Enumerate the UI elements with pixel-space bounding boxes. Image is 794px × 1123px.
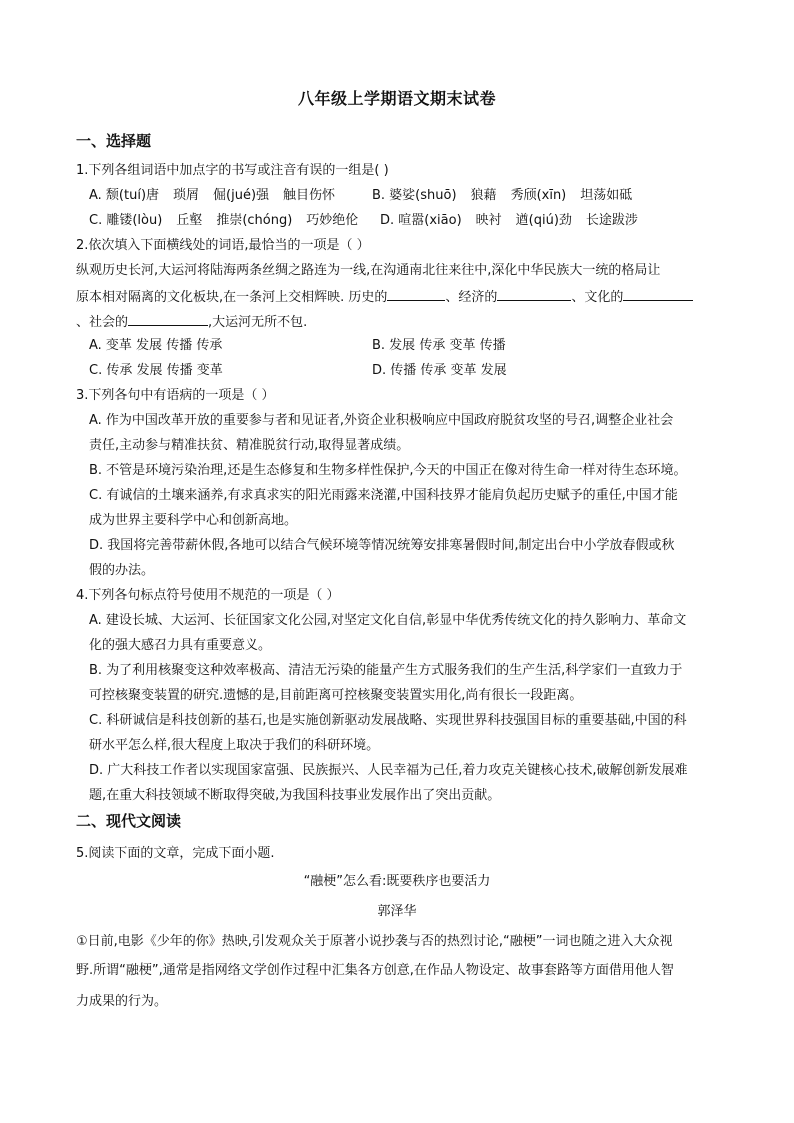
section-heading-reading: 二、现代文阅读 <box>76 812 182 830</box>
article-paragraph-line: ①日前,电影《少年的你》热映,引发观众关于原著小说抄袭与否的热烈讨论,“融梗”一词也随之进入大众视 <box>76 934 673 949</box>
option-word: C. 雕镂(lòu) <box>89 213 163 228</box>
question-1-option-d <box>380 212 652 230</box>
option-word: 丘壑 <box>176 213 203 228</box>
option-word: 长途跋涉 <box>585 213 638 228</box>
article-author: 郭泽华 <box>377 904 417 919</box>
question-2-option-b: B. 发展 传承 变革 传播 <box>372 338 506 353</box>
option-word: 推崇(chóng) <box>216 213 293 228</box>
question-4-option-d: D. 广大科技工作者以实现国家富强、民族振兴、人民幸福为己任,着力攻克关键核心技术,破解创新发展难 <box>89 763 688 778</box>
question-1-option-a <box>89 187 349 205</box>
question-2-passage-line: 纵观历史长河,大运河将陆海两条丝绸之路连为一线,在沟通南北往来往中,深化中华民族大一统的格局让 <box>76 263 661 278</box>
question-3-option-d-cont: 假的办法。 <box>89 563 155 578</box>
article-title: “融梗”怎么看:既要秩序也要活力 <box>303 874 491 889</box>
question-3-option-a-cont: 责任,主动参与精准扶贫、精准脱贫行动,取得显著成绩。 <box>89 438 410 453</box>
section-heading-choice: 一、选择题 <box>76 132 152 150</box>
question-4-option-b-cont: 可控核聚变装置的研究.遗憾的是,目前距离可控核聚变装置实用化,尚有很长一段距离。 <box>89 688 583 703</box>
article-paragraph-line: 野.所谓“融梗”,通常是指网络文学创作过程中汇集各方创意,在作品人物设定、故事套路等方面借用他人智 <box>76 963 674 978</box>
question-1-option-c <box>89 212 372 230</box>
option-word: D. 喧嚣(xiāo) <box>380 213 462 228</box>
question-2-option-d: D. 传播 传承 变革 发展 <box>372 363 507 378</box>
fill-blank <box>497 287 571 301</box>
question-3-option-b: B. 不管是环境污染治理,还是生态修复和生物多样性保护,今天的中国正在像对待生命一样对待生态环境。 <box>89 463 687 478</box>
passage-text: 原本相对隔离的文化板块,在一条河上交相辉映. 历史的 <box>76 290 388 305</box>
option-word: 倔(jué)强 <box>213 188 270 203</box>
option-word: 触目伤怀 <box>283 188 336 203</box>
question-3-option-d: D. 我国将完善带薪休假,各地可以结合气候环境等情况统筹安排寒暑假时间,制定出台中小学放春假或秋 <box>89 538 675 553</box>
question-3-option-c: C. 有诚信的土壤来涵养,有求真求实的阳光雨露来浇灌,中国科技界才能肩负起历史赋予的重任,中国才能 <box>89 488 678 503</box>
question-1-stem: 1.下列各组词语中加点字的书写或注音有误的一组是( ) <box>76 163 389 178</box>
fill-blank <box>128 312 208 326</box>
question-2-stem: 2.依次填入下面横线处的词语,最恰当的一项是（ ） <box>76 238 370 253</box>
question-4-option-c: C. 科研诚信是科技创新的基石,也是实施创新驱动发展战略、实现世界科技强国目标的重要基础,中国的科 <box>89 713 687 728</box>
question-4-option-a: A. 建设长城、大运河、长征国家文化公园,对坚定文化自信,彰显中华优秀传统文化的持久影响力、革命文 <box>89 613 687 628</box>
option-word: 坦荡如砥 <box>580 188 633 203</box>
question-4-option-a-cont: 化的强大感召力具有重要意义。 <box>89 638 272 653</box>
article-paragraph-line: 力成果的行为。 <box>76 994 168 1009</box>
fill-blank <box>623 287 693 301</box>
option-word: 巧妙绝伦 <box>306 213 359 228</box>
option-word: 映衬 <box>475 213 502 228</box>
option-word: A. 颓(tuí)唐 <box>89 188 160 203</box>
question-4-option-d-cont: 题,在重大科技领域不断取得突破,为我国科技事业发展作出了突出贡献。 <box>89 788 501 803</box>
option-word: 狼藉 <box>470 188 497 203</box>
fill-blank <box>387 287 445 301</box>
question-5-stem: 5.阅读下面的文章，完成下面小题. <box>76 846 275 861</box>
page-title: 八年级上学期语文期末试卷 <box>297 89 496 108</box>
question-3-option-c-cont: 成为世界主要科学中心和创新高地。 <box>89 513 298 528</box>
option-word: 遒(qiú)劲 <box>515 213 572 228</box>
question-3-option-a: A. 作为中国改革开放的重要参与者和见证者,外资企业积极响应中国政府脱贫攻坚的号召,调整企业社会 <box>89 413 674 428</box>
question-2-option-c: C. 传承 发展 传播 变革 <box>89 363 223 378</box>
option-word: 琐屑 <box>173 188 200 203</box>
passage-text: 、社会的 <box>76 315 129 330</box>
question-2-option-a: A. 变革 发展 传播 传承 <box>89 338 223 353</box>
question-2-passage-line <box>76 287 693 307</box>
question-3-stem: 3.下列各句中有语病的一项是（ ） <box>76 388 275 403</box>
question-4-option-c-cont: 研水平怎么样,很大程度上取决于我们的科研环境。 <box>89 738 380 753</box>
passage-text: 、经济的 <box>445 290 498 305</box>
question-2-passage-line <box>76 312 307 332</box>
passage-text: 、文化的 <box>571 290 624 305</box>
question-4-stem: 4.下列各句标点符号使用不规范的一项是（ ） <box>76 588 340 603</box>
question-4-option-b: B. 为了利用核聚变这种效率极高、清洁无污染的能量产生方式服务我们的生产生活,科学家们一直致力于 <box>89 663 683 678</box>
option-word: B. 婆娑(shuō) <box>372 188 457 203</box>
passage-text: ,大运河无所不包. <box>208 315 308 330</box>
option-word: 秀颀(xīn) <box>510 188 567 203</box>
question-1-option-b <box>372 187 646 205</box>
